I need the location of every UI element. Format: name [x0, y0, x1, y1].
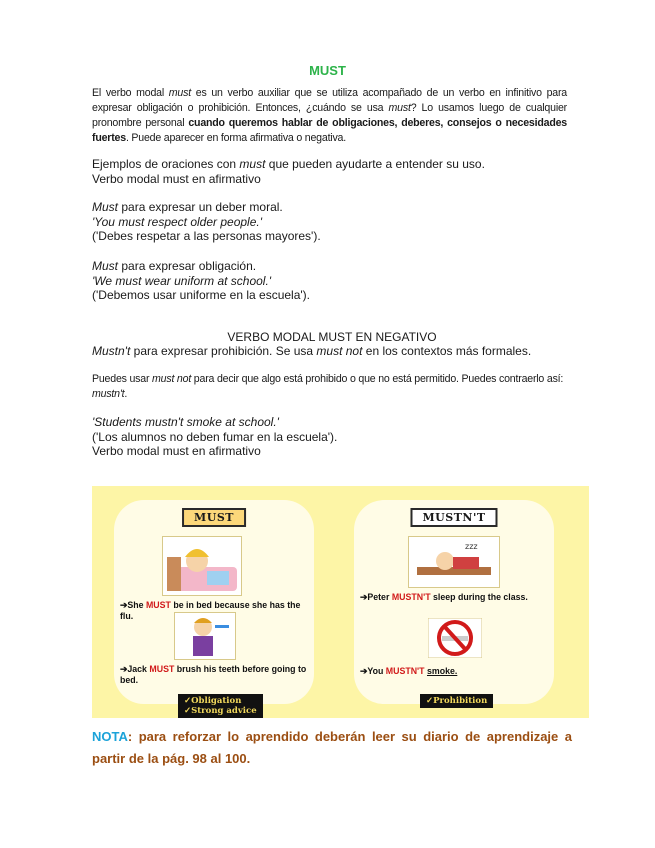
text: MUSTN'T [385, 666, 425, 676]
obligation-example [92, 274, 572, 289]
intro-text: El verbo modal [92, 87, 169, 99]
text: . [124, 388, 128, 400]
must-mustnt-illustration [92, 486, 589, 718]
toothbrush-boy-icon [175, 613, 235, 659]
sleeping-student-icon [409, 537, 499, 587]
text: Ejemplos de oraciones con [92, 157, 240, 171]
examples-line [92, 157, 572, 172]
students-block [92, 415, 572, 459]
text: para expresar prohibición. Se usa [130, 344, 317, 358]
intro-text: es un verbo auxiliar que se utiliza acompañado de un verbo en infinitivo para expresar obligación o prohibición. Entonces, ¿cuándo se usa [92, 87, 567, 114]
legend-prohibition: ✓Prohibition [426, 696, 488, 706]
sick-girl-icon [163, 537, 241, 595]
text: brush his teeth before going to bed. [120, 664, 307, 685]
text: que pueden ayudarte a entender su uso. [265, 157, 485, 171]
legend-strong-advice: ✓Strong advice [184, 706, 257, 716]
text: MUST [149, 664, 175, 674]
text: ➔Peter [360, 592, 392, 602]
negative-line [92, 344, 572, 359]
intro-must: must [388, 102, 411, 114]
intro-paragraph [92, 86, 567, 146]
text: ➔Jack [120, 664, 150, 674]
text: para expresar un deber moral. [118, 200, 283, 214]
intro-must: must [168, 87, 191, 99]
obligation-line [92, 259, 572, 274]
note-paragraph [92, 726, 572, 770]
text: MUSTN'T [391, 592, 431, 602]
note-label: NOTA [92, 729, 128, 744]
mustnt-legend [420, 694, 493, 708]
mustnt-sentence-2 [360, 666, 550, 677]
text: sleep during the class. [430, 592, 528, 602]
students-footer: Verbo modal must en afirmativo [92, 444, 261, 458]
text: must not [316, 344, 363, 358]
text: MUST [145, 600, 171, 610]
text: be in bed because she has the flu. [120, 600, 301, 621]
mustnot-paragraph [92, 372, 572, 402]
text: Must [92, 259, 119, 273]
obligation-translation: ('Debemos usar uniforme en la escuela'). [92, 288, 311, 302]
obligation-block [92, 259, 572, 303]
mustnt-card [354, 500, 554, 704]
text: en los contextos más formales. [362, 344, 532, 358]
intro-text: ? Lo usamos luego de cualquier pronombre personal [92, 102, 567, 129]
brushing-boy-picture [174, 612, 236, 660]
students-example [92, 415, 572, 430]
text: Must [92, 200, 119, 214]
page-title: MUST [309, 63, 346, 78]
text: smoke. [426, 666, 458, 676]
text: Mustn't [92, 344, 131, 358]
moral-example [92, 215, 572, 230]
no-smoking-icon [428, 618, 482, 658]
text: ➔She [120, 600, 146, 610]
moral-line [92, 200, 572, 215]
negative-heading: VERBO MODAL MUST EN NEGATIVO [227, 330, 437, 344]
must-card [114, 500, 314, 716]
svg-text:zzz: zzz [465, 542, 478, 551]
sick-girl-picture [162, 536, 242, 596]
examples-block [92, 157, 572, 186]
must-badge: MUST [182, 508, 246, 527]
moral-block [92, 200, 572, 244]
text: para decir que algo está prohibido o que no está permitido. Puedes contraerlo así: [191, 373, 564, 385]
text: 'We must wear uniform at school.' [92, 273, 272, 288]
examples-subheading: Verbo modal must en afirmativo [92, 171, 261, 186]
note-text: : para reforzar lo aprendido deberán leer su diario de aprendizaje a partir de la pág. 98 al 100. [92, 729, 572, 766]
text: mustn't [92, 388, 125, 400]
text: must not [152, 373, 192, 385]
text: must [239, 157, 266, 171]
legend-obligation: ✓Obligation [184, 696, 242, 706]
students-translation: ('Los alumnos no deben fumar en la escuela'). [92, 429, 338, 444]
must-sentence-2 [120, 664, 310, 685]
mustnt-sentence-1 [360, 592, 550, 603]
text: 'You must respect older people.' [92, 214, 263, 229]
no-smoking-picture [428, 618, 482, 658]
intro-bold: cuando queremos hablar de obligaciones, deberes, consejos o necesidades fuertes [92, 117, 567, 144]
mustnt-badge: MUSTN'T [410, 508, 497, 527]
moral-translation: ('Debes respetar a las personas mayores'). [92, 229, 321, 243]
text: 'Students mustn't smoke at school.' [92, 415, 279, 429]
sleeping-student-picture [408, 536, 500, 588]
intro-text: . Puede aparecer en forma afirmativa o negativa. [125, 132, 346, 144]
text: para expresar obligación. [118, 259, 257, 273]
text: Puedes usar [92, 373, 153, 385]
text: ➔You [360, 666, 386, 676]
must-legend [178, 694, 263, 718]
